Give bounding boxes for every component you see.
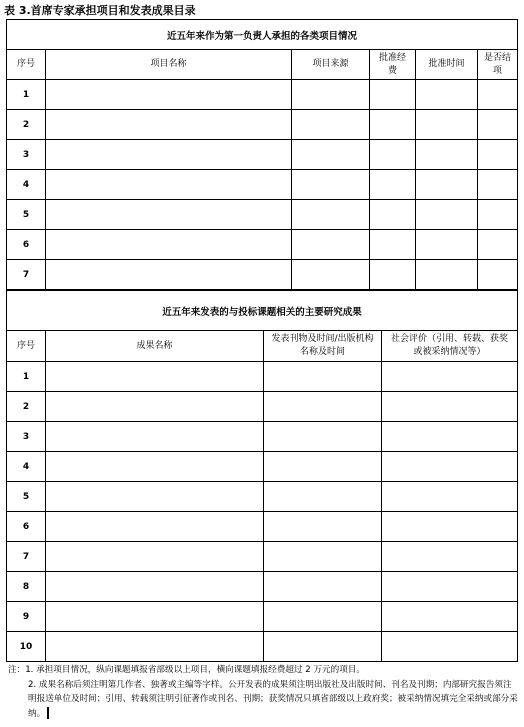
- row-index: 6: [7, 512, 46, 542]
- cell-project-source[interactable]: [292, 260, 370, 290]
- cell-result-name[interactable]: [46, 512, 264, 542]
- row-index: 7: [7, 260, 46, 290]
- cell-concluded[interactable]: [478, 80, 518, 110]
- table-row: [7, 512, 518, 542]
- header-result-name: 成果名称: [46, 331, 264, 362]
- cell-project-source[interactable]: [292, 200, 370, 230]
- header-approve-time: 批准时间: [416, 50, 478, 80]
- cell-project-source[interactable]: [292, 80, 370, 110]
- cell-concluded[interactable]: [478, 260, 518, 290]
- results-section-title: 近五年来发表的与投标课题相关的主要研究成果: [7, 291, 518, 331]
- text-cursor: [47, 707, 49, 719]
- row-index: 8: [7, 572, 46, 602]
- row-index: 2: [7, 110, 46, 140]
- table-row: [7, 170, 518, 200]
- row-index: 5: [7, 200, 46, 230]
- cell-project-name[interactable]: [46, 140, 292, 170]
- projects-section-title: 近五年来作为第一负责人承担的各类项目情况: [7, 20, 518, 50]
- cell-result-name[interactable]: [46, 572, 264, 602]
- table-row: [7, 260, 518, 290]
- cell-publication[interactable]: [264, 362, 382, 392]
- document-title: 表 3.首席专家承担项目和发表成果目录: [4, 4, 196, 17]
- results-table: [6, 290, 518, 662]
- row-index: 4: [7, 452, 46, 482]
- table-row: [7, 542, 518, 572]
- cell-funding[interactable]: [370, 260, 416, 290]
- cell-result-name[interactable]: [46, 542, 264, 572]
- cell-project-name[interactable]: [46, 80, 292, 110]
- row-index: 9: [7, 602, 46, 632]
- header-funding: 批准经费: [370, 50, 416, 80]
- cell-concluded[interactable]: [478, 110, 518, 140]
- row-index: 6: [7, 230, 46, 260]
- table-row: [7, 110, 518, 140]
- table-row: [7, 140, 518, 170]
- cell-publication[interactable]: [264, 572, 382, 602]
- cell-result-name[interactable]: [46, 632, 264, 662]
- cell-funding[interactable]: [370, 80, 416, 110]
- row-index: 1: [7, 80, 46, 110]
- cell-concluded[interactable]: [478, 170, 518, 200]
- table-row: [7, 362, 518, 392]
- cell-concluded[interactable]: [478, 200, 518, 230]
- cell-evaluation[interactable]: [382, 362, 518, 392]
- row-index: 2: [7, 392, 46, 422]
- cell-approve-time[interactable]: [416, 260, 478, 290]
- cell-publication[interactable]: [264, 542, 382, 572]
- header-project-name: 项目名称: [46, 50, 292, 80]
- cell-publication[interactable]: [264, 512, 382, 542]
- row-index: 3: [7, 422, 46, 452]
- cell-result-name[interactable]: [46, 602, 264, 632]
- cell-result-name[interactable]: [46, 482, 264, 512]
- header-concluded: 是否结项: [478, 50, 518, 80]
- cell-evaluation[interactable]: [382, 632, 518, 662]
- cell-evaluation[interactable]: [382, 422, 518, 452]
- cell-project-name[interactable]: [46, 200, 292, 230]
- footnotes: [8, 663, 520, 721]
- cell-project-source[interactable]: [292, 140, 370, 170]
- row-index: 5: [7, 482, 46, 512]
- cell-publication[interactable]: [264, 392, 382, 422]
- cell-approve-time[interactable]: [416, 200, 478, 230]
- table-row: [7, 200, 518, 230]
- table-row: [7, 392, 518, 422]
- note-2: 2. 成果名称后须注明第几作者、独著或主编等字样。公开发表的成果须注明出版社及出版时间、刊名及刊期；内部研究报告须注明报送单位及时间；引用、转载须注明引征著作或刊名、刊期；获奖情况只填省部级以上政府奖；被采纳情况填完全采纳或部分采纳。: [28, 679, 518, 719]
- table-row: [7, 452, 518, 482]
- table-row: [7, 80, 518, 110]
- cell-evaluation[interactable]: [382, 572, 518, 602]
- cell-funding[interactable]: [370, 110, 416, 140]
- cell-project-name[interactable]: [46, 260, 292, 290]
- cell-evaluation[interactable]: [382, 542, 518, 572]
- table-row: [7, 422, 518, 452]
- cell-evaluation[interactable]: [382, 602, 518, 632]
- cell-approve-time[interactable]: [416, 110, 478, 140]
- cell-project-source[interactable]: [292, 170, 370, 200]
- cell-approve-time[interactable]: [416, 170, 478, 200]
- row-index: 7: [7, 542, 46, 572]
- row-index: 4: [7, 170, 46, 200]
- table-row: [7, 632, 518, 662]
- cell-publication[interactable]: [264, 422, 382, 452]
- cell-project-name[interactable]: [46, 170, 292, 200]
- header-project-source: 项目来源: [292, 50, 370, 80]
- cell-project-name[interactable]: [46, 110, 292, 140]
- cell-publication[interactable]: [264, 602, 382, 632]
- cell-publication[interactable]: [264, 452, 382, 482]
- cell-approve-time[interactable]: [416, 230, 478, 260]
- cell-result-name[interactable]: [46, 392, 264, 422]
- cell-funding[interactable]: [370, 200, 416, 230]
- table-row: [7, 482, 518, 512]
- cell-approve-time[interactable]: [416, 80, 478, 110]
- cell-result-name[interactable]: [46, 422, 264, 452]
- cell-funding[interactable]: [370, 140, 416, 170]
- cell-project-source[interactable]: [292, 110, 370, 140]
- cell-evaluation[interactable]: [382, 482, 518, 512]
- row-index: 10: [7, 632, 46, 662]
- header-evaluation: 社会评价（引用、转载、获奖或被采纳情况等）: [382, 331, 518, 362]
- projects-table: [6, 19, 518, 290]
- note-1: 注：1. 承担项目情况，纵向课题填报省部级以上项目，横向课题填报经费超过 2 万元的项目。: [8, 665, 366, 675]
- header-publication: 发表刊物及时间/出版机构名称及时间: [264, 331, 382, 362]
- row-index: 1: [7, 362, 46, 392]
- table-row: [7, 572, 518, 602]
- table-row: [7, 230, 518, 260]
- cell-project-source[interactable]: [292, 230, 370, 260]
- row-index: 3: [7, 140, 46, 170]
- cell-funding[interactable]: [370, 170, 416, 200]
- cell-evaluation[interactable]: [382, 392, 518, 422]
- cell-concluded[interactable]: [478, 230, 518, 260]
- cell-evaluation[interactable]: [382, 452, 518, 482]
- cell-concluded[interactable]: [478, 140, 518, 170]
- cell-result-name[interactable]: [46, 452, 264, 482]
- cell-result-name[interactable]: [46, 362, 264, 392]
- table-row: [7, 602, 518, 632]
- cell-project-name[interactable]: [46, 230, 292, 260]
- cell-publication[interactable]: [264, 632, 382, 662]
- cell-funding[interactable]: [370, 230, 416, 260]
- header-index: 序号: [7, 331, 46, 362]
- cell-evaluation[interactable]: [382, 512, 518, 542]
- cell-publication[interactable]: [264, 482, 382, 512]
- cell-approve-time[interactable]: [416, 140, 478, 170]
- header-index: 序号: [7, 50, 46, 80]
